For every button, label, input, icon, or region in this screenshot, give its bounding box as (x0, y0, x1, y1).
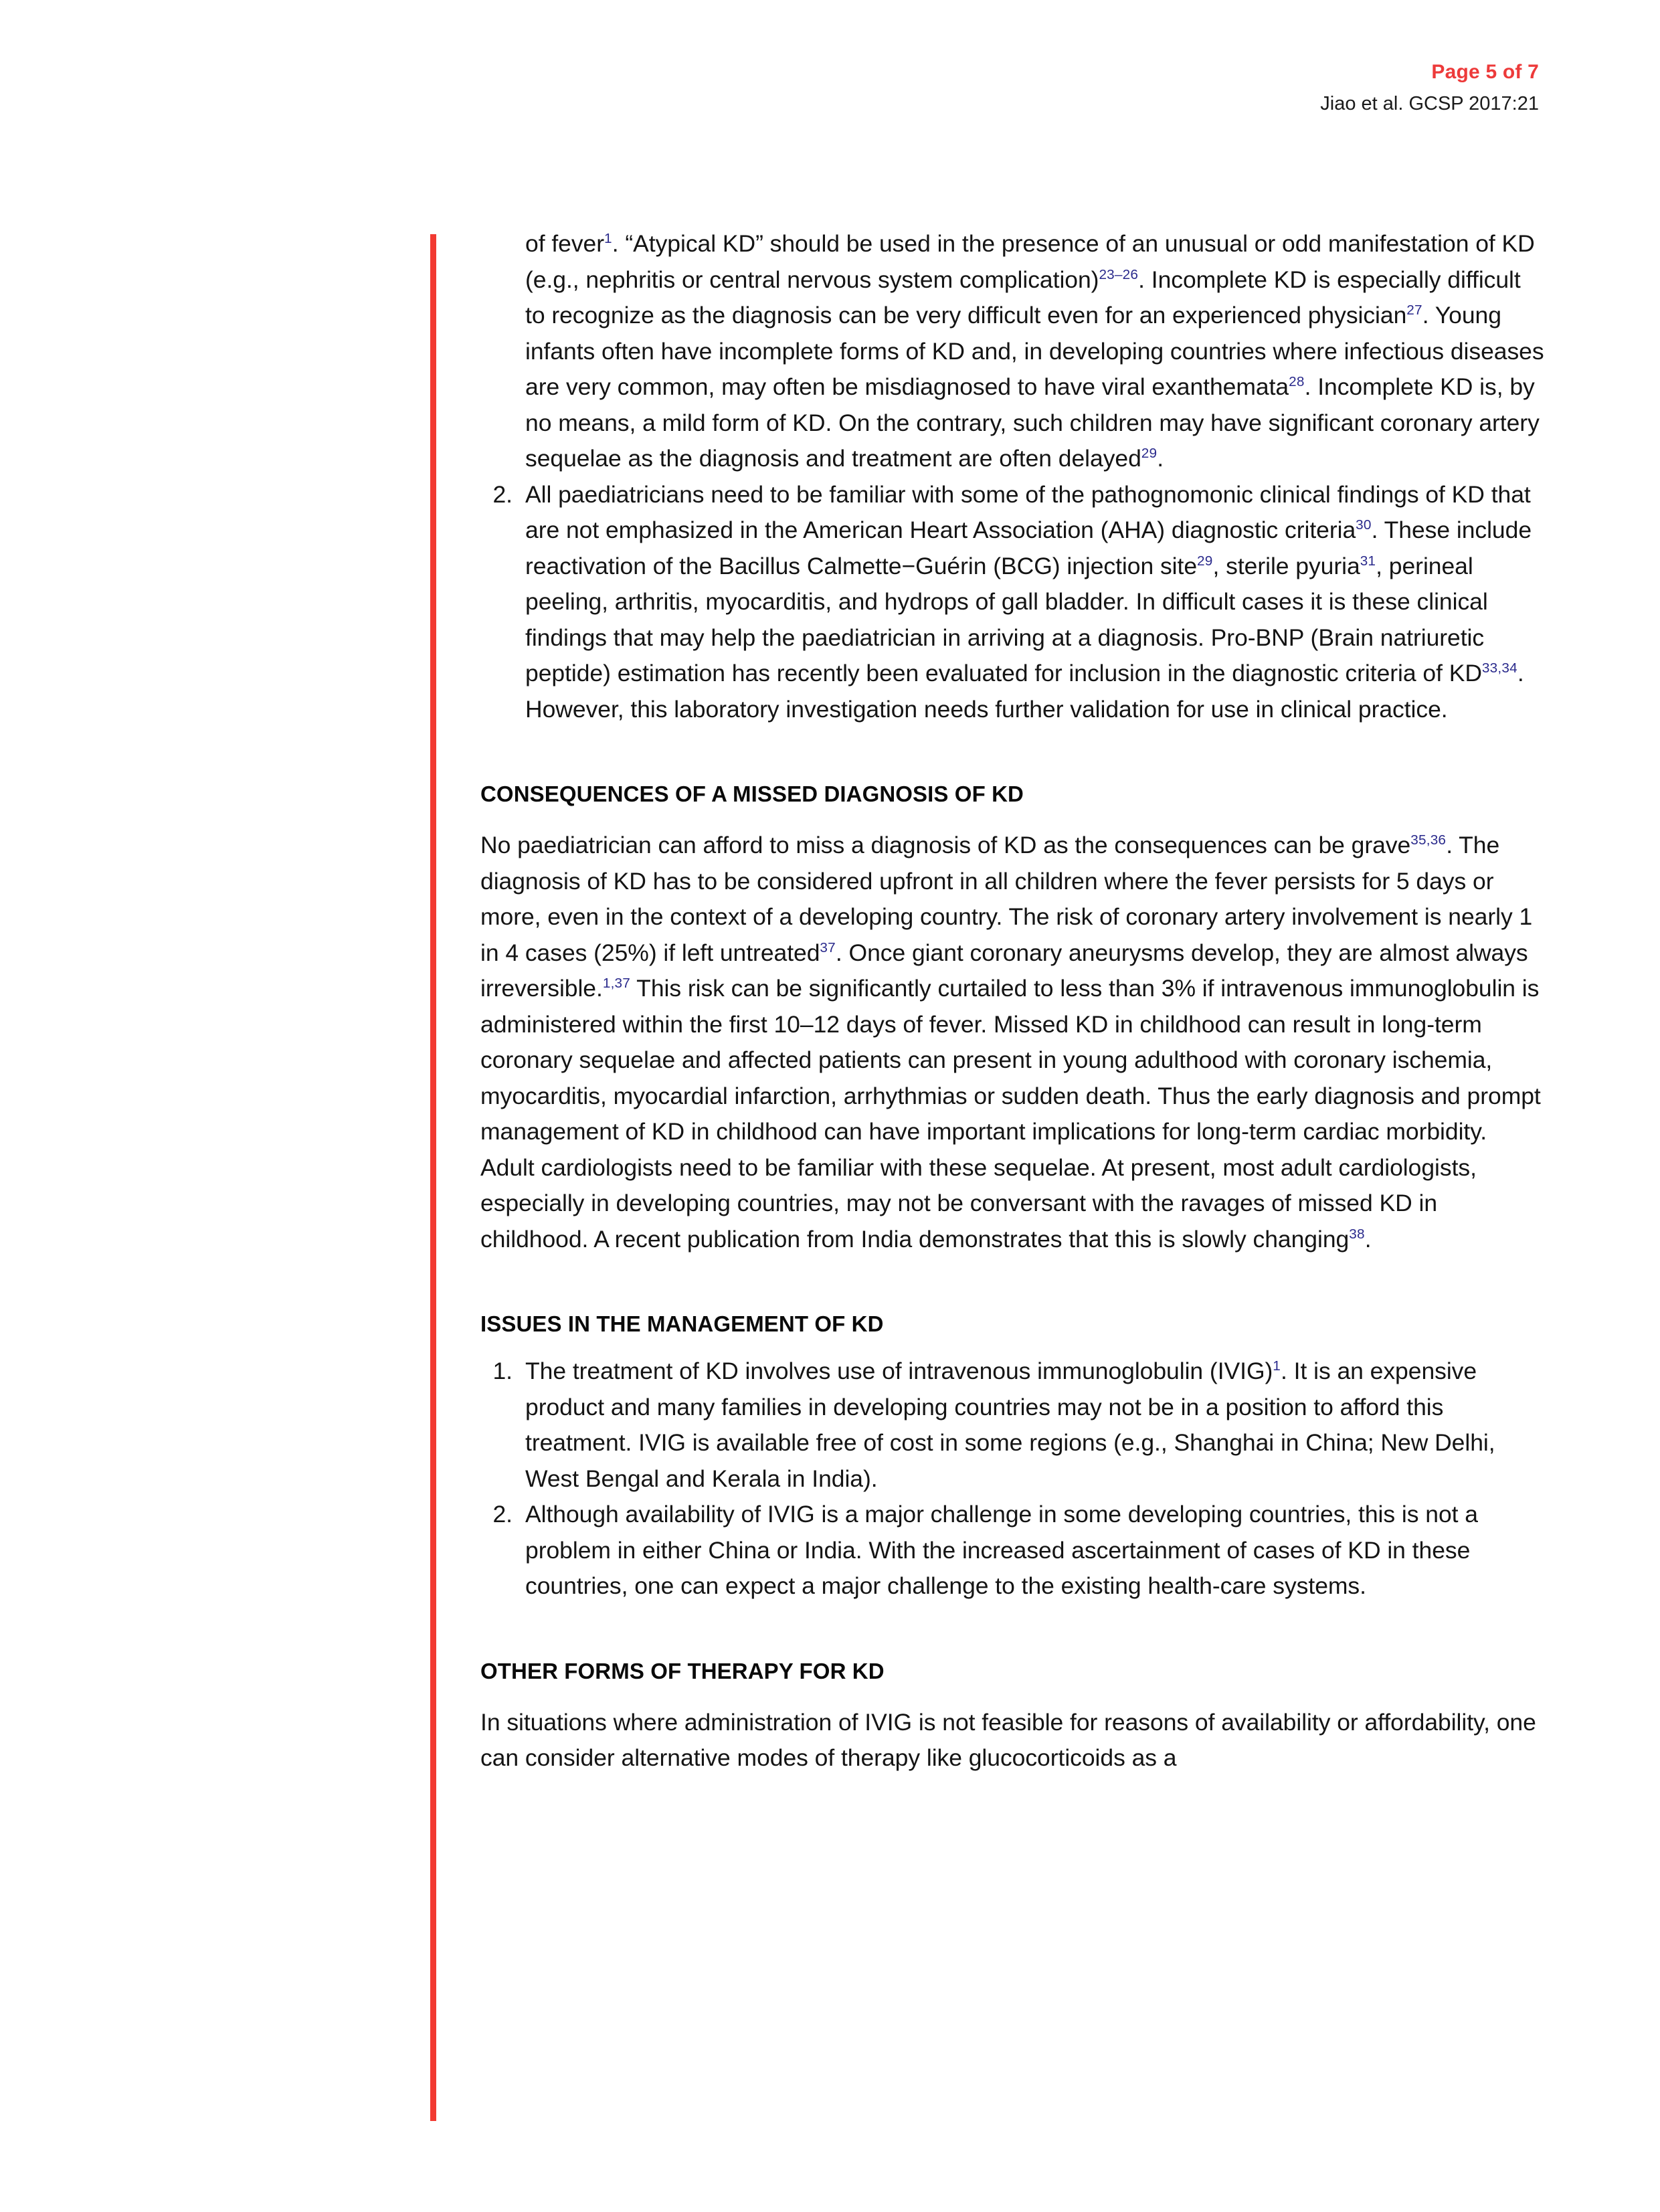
other-therapy-paragraph (480, 1705, 1544, 1776)
list-item (480, 1497, 1544, 1604)
section-heading-issues: ISSUES IN THE MANAGEMENT OF KD (480, 1311, 884, 1336)
citation-ref: 27 (1406, 302, 1422, 318)
text-run: , perineal peeling, arthritis, myocarditis, and hydrops of gall bladder. In difficult cases it is these clinical findings that may help the paediatrician in arriving at a diagnosis. Pro-BNP (Brain natriuretic peptide) estimation has recently been evaluated for inclusion in the diagnostic criteria of KD (525, 552, 1488, 686)
citation-ref: 29 (1141, 446, 1158, 462)
spacer (480, 809, 1544, 828)
consequences-paragraph (480, 828, 1544, 1257)
list-item (480, 477, 1544, 728)
citation-ref: 23–26 (1099, 266, 1139, 282)
citation-ref: 38 (1349, 1226, 1365, 1242)
spacer (480, 1257, 1544, 1309)
text-run: . Incomplete KD is, by no means, a mild form of KD. On the contrary, such children may have significant coronary artery sequelae as the diagnosis and treatment are often delayed (525, 373, 1540, 472)
section-heading-other-therapy: OTHER FORMS OF THERAPY FOR KD (480, 1658, 885, 1683)
continued-list-item-paragraph (480, 226, 1544, 477)
citation-ref: 35,36 (1410, 832, 1447, 848)
citation-ref: 1 (1273, 1358, 1281, 1374)
article-citation-line: Jiao et al. GCSP 2017:21 (1320, 93, 1539, 114)
text-run: This risk can be significantly curtailed to less than 3% if intravenous immunoglobulin is administered within the first 10–12 days of fever. Missed KD in childhood can result in long-term coronary sequelae and affected patients can present in young adulthood with coronary ischemia, myocarditis, myocardial infarction, arrhythmias or sudden death. Thus the early diagnosis and prompt management of KD in childhood can have important implications for long-term cardiac morbidity. Adult cardiologists need to be familiar with these sequelae. At present, most adult cardiologists, especially in developing countries, may not be conversant with the ravages of missed KD in childhood. A recent publication from India demonstrates that this is slowly changing (480, 975, 1541, 1253)
text-run: . “Atypical KD” should be used in the presence of an unusual or odd manifestation of KD (e.g., nephritis or central nervous system complication) (525, 230, 1535, 293)
running-head (1320, 59, 1539, 117)
list-marker: 2. (492, 1501, 513, 1528)
citation-ref: 31 (1360, 553, 1376, 569)
text-run: Although availability of IVIG is a major challenge in some developing countries, this is not a problem in either China or India. With the increased ascertainment of cases of KD in these countries, one can expect a major challenge to the existing health-care systems. (525, 1501, 1478, 1599)
spacer (480, 1686, 1544, 1705)
text-run: In situations where administration of IVIG is not feasible for reasons of availability or affordability, one can consider alternative modes of therapy like glucocorticoids as a (480, 1708, 1536, 1771)
citation-ref: 37 (820, 939, 836, 955)
list-marker: 2. (492, 480, 513, 508)
spacer (480, 1339, 1544, 1354)
text-run: . (1157, 445, 1164, 472)
citation-ref: 29 (1197, 553, 1213, 569)
list-item (480, 1354, 1544, 1497)
text-run: . Once giant coronary aneurysms develop, they are almost always irreversible. (480, 939, 1528, 1002)
main-text-column (480, 226, 1544, 1776)
citation-ref: 28 (1289, 374, 1305, 390)
list-marker: 1. (492, 1358, 513, 1384)
spacer (480, 727, 1544, 779)
text-run: . Young infants often have incomplete forms of KD and, in developing countries where infectious diseases are very common, may often be misdiagnosed to have viral exanthemata (525, 302, 1544, 400)
text-run: . Incomplete KD is especially difficult to recognize as the diagnosis can be very difficult even for an experienced physician (525, 266, 1521, 329)
text-run: of fever (525, 230, 604, 257)
text-run: . It is an expensive product and many families in developing countries may not be in a position to afford this treatment. IVIG is available free of cost in some regions (e.g., Shanghai in China; New Delhi, West Bengal and Kerala in India). (525, 1358, 1495, 1492)
text-run: . However, this laboratory investigation needs further validation for use in clinical practice. (525, 660, 1524, 723)
citation-ref: 1 (604, 231, 612, 247)
text-run: No paediatrician can afford to miss a diagnosis of KD as the consequences can be grave (480, 832, 1411, 858)
citation-ref: 30 (1356, 517, 1372, 533)
management-issues-list (480, 1354, 1544, 1604)
spacer (480, 1604, 1544, 1657)
text-run: . These include reactivation of the Bacillus Calmette−Guérin (BCG) injection site (525, 517, 1532, 579)
page-indicator: Page 5 of 7 (1431, 61, 1539, 83)
red-margin-rule (430, 234, 436, 2121)
text-run: , sterile pyuria (1212, 552, 1360, 579)
clinical-findings-list (480, 477, 1544, 728)
citation-ref: 1,37 (602, 976, 631, 992)
text-run: . The diagnosis of KD has to be considered upfront in all children where the fever persists for 5 days or more, even in the context of a developing country. The risk of coronary artery involvement is nearly 1 in 4 cases (25%) if left untreated (480, 832, 1533, 966)
text-run: The treatment of KD involves use of intravenous immunoglobulin (IVIG) (525, 1358, 1273, 1384)
section-heading-consequences: CONSEQUENCES OF A MISSED DIAGNOSIS OF KD (480, 781, 1024, 806)
text-run: . (1364, 1225, 1372, 1253)
text-run: All paediatricians need to be familiar with some of the pathognomonic clinical findings of KD that are not emphasized in the American Heart Association (AHA) diagnostic criteria (525, 480, 1531, 543)
citation-ref: 33,34 (1481, 660, 1517, 676)
